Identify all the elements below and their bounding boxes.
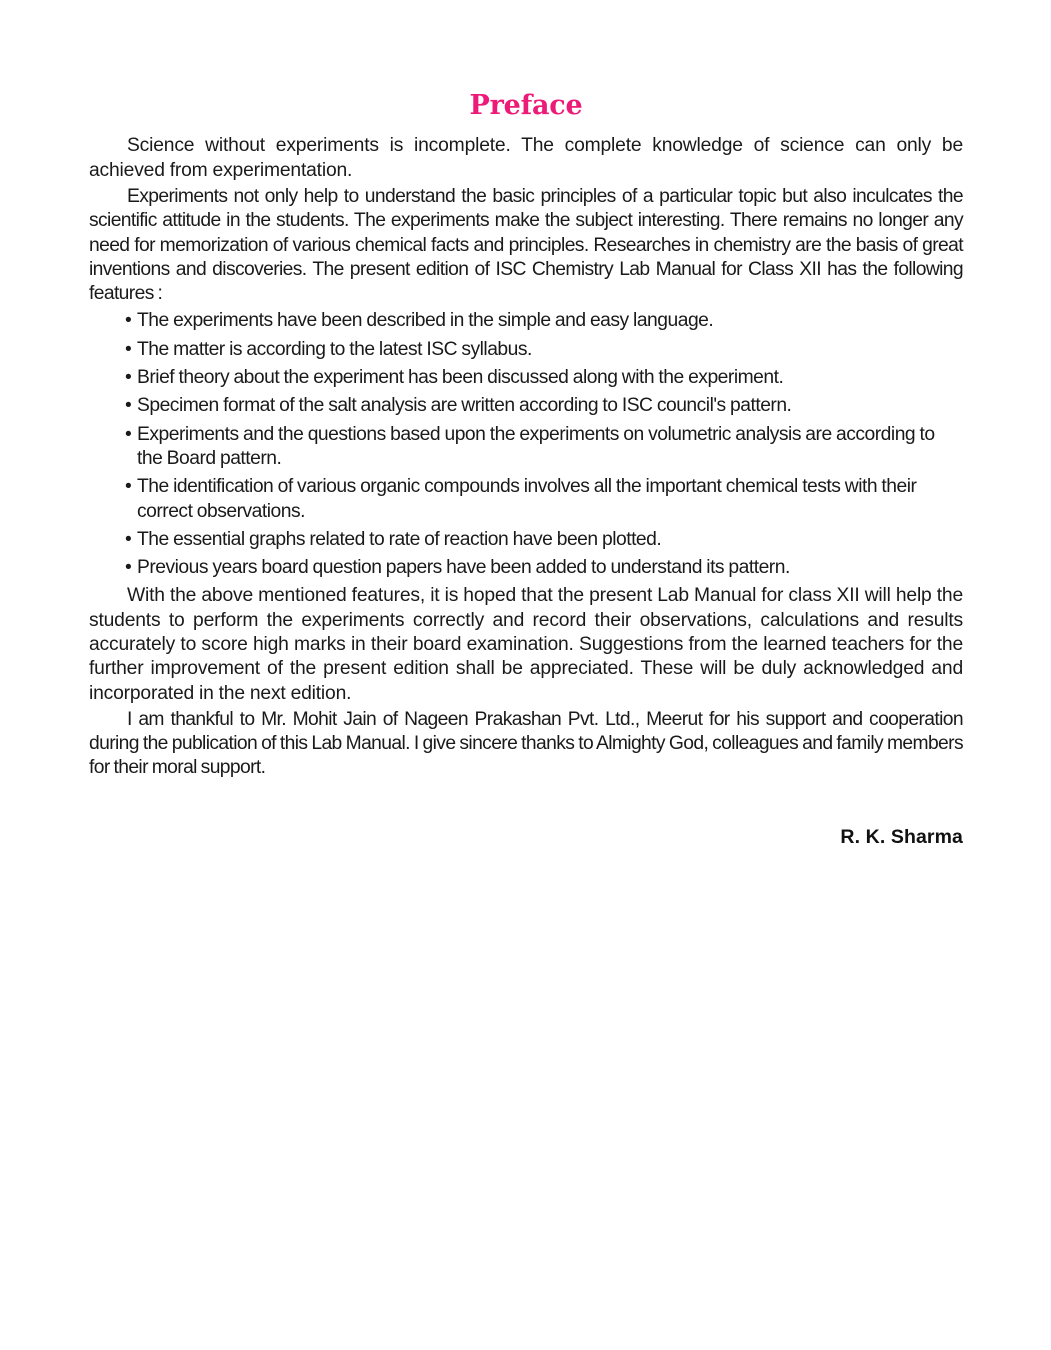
bullet-icon: • — [125, 338, 132, 360]
page-title: Preface — [469, 90, 583, 121]
list-item-label: Specimen format of the salt analysis are written according to ISC council's pattern. — [137, 395, 792, 417]
bullet-icon: • — [125, 528, 132, 550]
list-item — [89, 309, 963, 333]
list-item-label: Brief theory about the experiment has been discussed along with the experiment. — [137, 367, 784, 389]
bullet-icon: • — [125, 476, 132, 498]
list-item — [89, 475, 963, 524]
bullet-icon: • — [125, 423, 132, 445]
list-item — [89, 528, 963, 552]
list-item-label: The identification of various organic compounds involves all the important chemical tests with their correct observations. — [137, 476, 917, 522]
list-item-label: The matter is according to the latest ISC syllabus. — [137, 338, 532, 360]
bullet-icon: • — [125, 310, 132, 332]
features-list — [89, 309, 963, 580]
list-item — [89, 556, 963, 580]
paragraph-intro: Science without experiments is incomplete. The complete knowledge of science can only be achieved from experimentation. — [89, 135, 963, 181]
paragraph-acknowledgement: I am thankful to Mr. Mohit Jain of Nageen Prakashan Pvt. Ltd., Meerut for his support and cooperation during the publication of this Lab Manual. I give sincere thanks to Almighty God, colleagues and family members for their moral support. — [89, 708, 963, 779]
list-item — [89, 366, 963, 390]
paragraph-closing-remarks: With the above mentioned features, it is hoped that the present Lab Manual for class XII will help the students to perform the experiments correctly and record their observations, calculations and results accurately to score high marks in their board examination. Suggestions from the learned teachers for the further improvement of the present edition shall be appreciated. These will be duly acknowledged and incorporated in the next edition. — [89, 585, 963, 704]
bullet-icon: • — [125, 367, 132, 389]
bullet-icon: • — [125, 557, 132, 579]
list-item-label: Previous years board question papers have been added to understand its pattern. — [137, 557, 790, 579]
list-item — [89, 338, 963, 362]
bullet-icon: • — [125, 395, 132, 417]
author-signature: R. K. Sharma — [840, 825, 963, 848]
list-item-label: The essential graphs related to rate of reaction have been plotted. — [137, 528, 662, 550]
list-item — [89, 423, 963, 472]
list-item-label: Experiments and the questions based upon the experiments on volumetric analysis are according to the Board pattern. — [137, 423, 935, 469]
paragraph-experiments-overview: Experiments not only help to understand the basic principles of a particular topic but also inculcates the scientific attitude in the students. The experiments make the subject interesting. There remains no longer any need for memorization of various chemical facts and principles. Researches in chemistry are the basis of great inventions and discoveries. The present edition of ISC Chemistry Lab Manual for Class XII has the following features : — [89, 185, 963, 305]
list-item — [89, 394, 963, 418]
document-content — [89, 92, 963, 849]
list-item-label: The experiments have been described in the simple and easy language. — [137, 310, 714, 332]
